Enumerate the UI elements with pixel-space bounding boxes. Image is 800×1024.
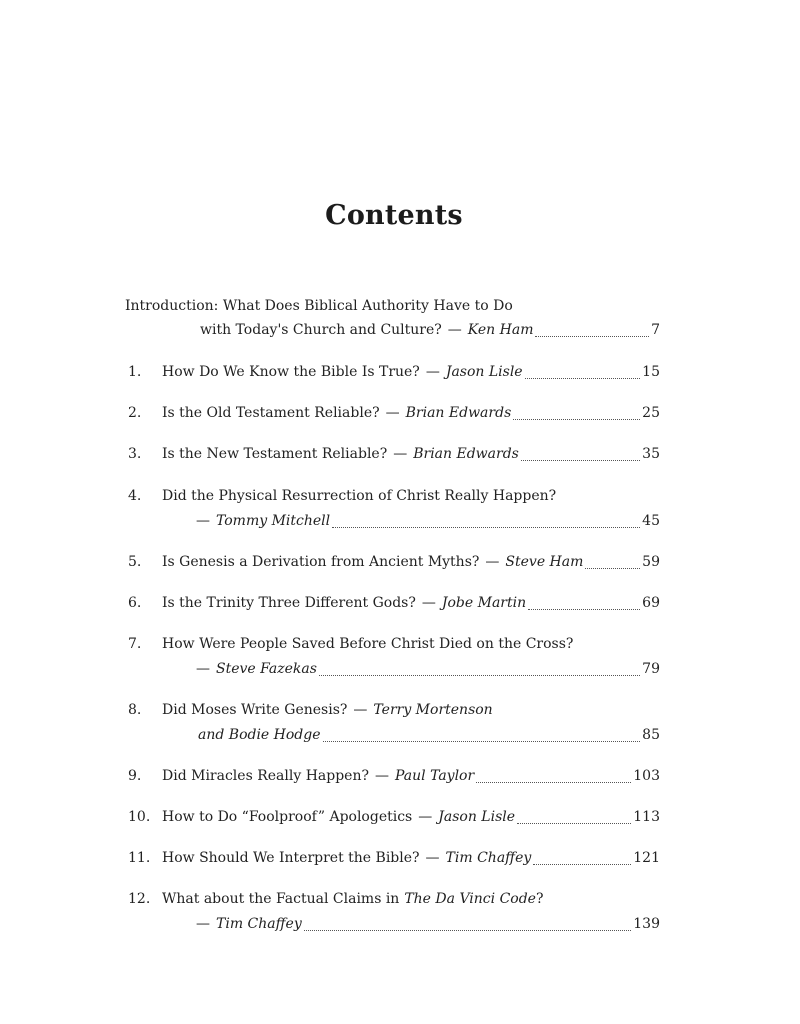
entry-number: 8. [128,702,142,718]
entry-page-number: 103 [633,768,660,784]
entry-page-number: 45 [642,513,660,529]
entry-title: Is Genesis a Derivation from Ancient Myths? [162,554,480,570]
em-dash: — [385,405,400,421]
page-title: Contents [325,200,463,231]
entry-title: Did Miracles Really Happen? [162,768,369,784]
dot-leader [323,731,641,742]
entry-title: How Were People Saved Before Christ Died on the Cross? [162,636,574,652]
em-dash: — [196,661,210,677]
intro-author: Ken Ham [467,322,534,338]
entry-number: 10. [128,809,151,825]
entry-author-second: and Bodie Hodge [198,727,321,743]
entry-number: 1. [128,364,142,380]
dot-leader [517,813,631,824]
entry-title: Did the Physical Resurrection of Christ Really Happen? [162,488,557,504]
dot-leader [528,599,640,610]
dot-leader [332,517,640,528]
entry-page-number: 35 [642,446,660,462]
entry-page-number: 113 [633,809,660,825]
entry-number: 4. [128,488,142,504]
entry-number: 5. [128,554,142,570]
entry-title: Did Moses Write Genesis? [162,702,348,718]
entry-title: How Should We Interpret the Bible? [162,850,420,866]
dot-leader [535,326,649,337]
em-dash: — [196,916,210,932]
entry-page-number: 59 [642,554,660,570]
entry-number: 3. [128,446,142,462]
entry-page-number: 85 [642,727,660,743]
dot-leader [585,558,640,569]
em-dash: — [425,364,440,380]
entry-title-book: The Da Vinci Code [404,891,536,907]
intro-page-number: 7 [651,322,660,338]
entry-page-number: 79 [642,661,660,677]
entry-page-number: 69 [642,595,660,611]
dot-leader [319,665,640,676]
entry-author: Paul Taylor [394,768,475,784]
entry-title: Is the Trinity Three Different Gods? [162,595,416,611]
dot-leader [476,772,631,783]
em-dash: — [196,513,210,529]
em-dash: — [374,768,389,784]
entry-number: 2. [128,405,142,421]
entry-number: 11. [128,850,151,866]
entry-number: 7. [128,636,142,652]
entry-number: 6. [128,595,142,611]
entry-number: 12. [128,891,151,907]
entry-author: Tim Chaffey [445,850,532,866]
em-dash: — [393,446,408,462]
entry-author: Brian Edwards [413,446,519,462]
entry-title-pre: What about the Factual Claims in [162,891,400,907]
entry-author: Jason Lisle [445,364,523,380]
intro-line2: with Today's Church and Culture? [200,322,442,338]
entry-page-number: 15 [642,364,660,380]
entry-author: Terry Mortenson [373,702,493,718]
entry-title-post: ? [535,891,544,907]
entry-author: Tim Chaffey [216,916,302,932]
entry-author: Steve Fazekas [216,661,317,677]
entry-page-number: 139 [633,916,660,932]
em-dash: — [425,850,440,866]
dot-leader [304,920,632,931]
entry-title: Is the New Testament Reliable? [162,446,388,462]
em-dash: — [447,322,462,338]
entry-page-number: 25 [642,405,660,421]
entry-title: How to Do “Foolproof” Apologetics [162,809,413,825]
em-dash: — [421,595,436,611]
entry-number: 9. [128,768,142,784]
dot-leader [513,409,640,420]
em-dash: — [485,554,500,570]
entry-author: Jason Lisle [438,809,516,825]
intro-line1: Introduction: What Does Biblical Authority Have to Do [125,298,513,314]
dot-leader [525,368,641,379]
entry-author: Brian Edwards [405,405,512,421]
em-dash: — [353,702,368,718]
dot-leader [521,450,640,461]
entry-page-number: 121 [633,850,660,866]
dot-leader [533,854,631,865]
em-dash: — [418,809,433,825]
entry-author: Steve Ham [505,554,584,570]
entry-author: Tommy Mitchell [216,513,331,529]
entry-title: How Do We Know the Bible Is True? [162,364,420,380]
entry-title: Is the Old Testament Reliable? [162,405,380,421]
entry-author: Jobe Martin [441,595,527,611]
